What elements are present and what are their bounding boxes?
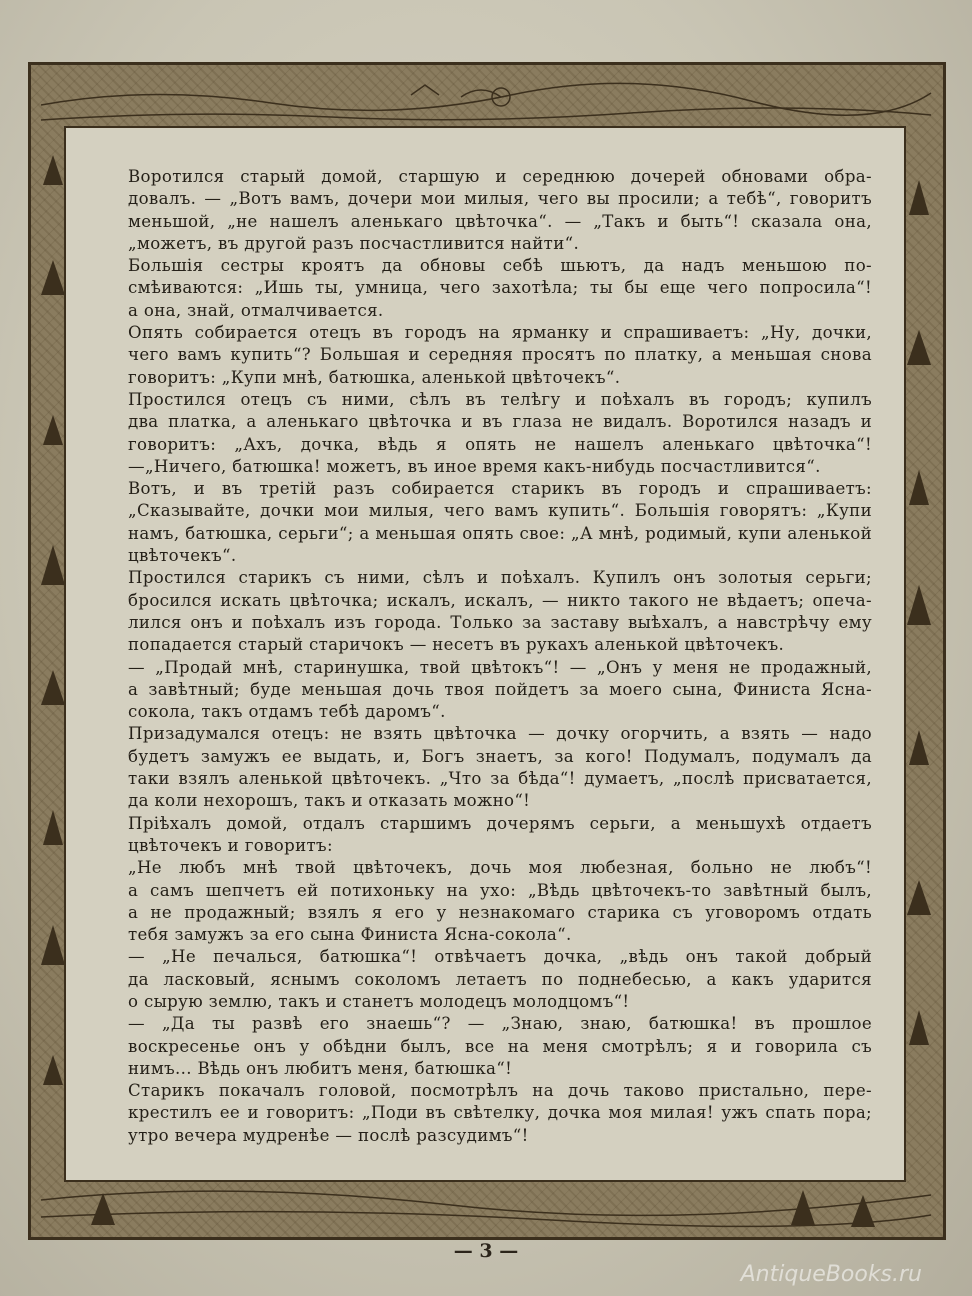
paragraph [128, 857, 872, 946]
text-line: Вотъ, и въ третій разъ собирается старикъ въ городъ и спрашиваетъ: [128, 479, 872, 499]
paragraph [128, 322, 872, 389]
text-line: „Не любъ мнѣ твой цвѣточекъ, дочь моя любезная, больно не любъ“! [128, 858, 872, 878]
text-line: — „Не печалься, батюшка“! отвѣчаетъ дочка, „вѣдь онъ такой добрый [128, 947, 872, 967]
text-line: цвѣточекъ“. [128, 546, 237, 566]
text-line: намъ, батюшка, серьги“; а меньшая опять свое: „А мнѣ, родимый, купи аленькой [128, 523, 872, 543]
text-line: а не продажный; взялъ я его у незнакомаго старика съ уговоромъ отдать [128, 902, 872, 922]
text-line: „можетъ, въ другой разъ посчастливится найти“. [128, 233, 580, 253]
text-line: да ласковый, яснымъ соколомъ летаетъ по поднебесью, а какъ ударится [128, 969, 872, 989]
text-line: попадается старый старичокъ — несетъ въ рукахъ аленькой цвѣточекъ. [128, 635, 785, 655]
text-line: а завѣтный; буде меньшая дочь твоя пойдетъ за моего сына, Финиста Ясна- [128, 679, 872, 699]
text-line: меньшой, „не нашелъ аленькаго цвѣточка“. — „Такъ и быть“! сказала она, [128, 211, 872, 231]
paragraph [128, 1080, 872, 1147]
text-line: сокола, такъ отдамъ тебѣ даромъ“. [128, 702, 446, 722]
text-line: а она, знай, отмалчивается. [128, 300, 384, 320]
text-line: бросился искать цвѣточка; искалъ, искалъ, — никто такого не вѣдаетъ; опеча- [128, 590, 872, 610]
text-line: утро вечера мудренѣе — послѣ разсудимъ“! [128, 1125, 529, 1145]
text-line: будетъ замужъ ее выдать, и, Богъ знаетъ, за кого! Подумалъ, подумалъ да [128, 746, 872, 766]
text-line: —„Ничего, батюшка! можетъ, въ иное время какъ-нибудь посчастливится“. [128, 456, 821, 476]
text-line: Призадумался отецъ: не взять цвѣточка — дочку огорчить, а взять — надо [128, 724, 872, 744]
text-line: довалъ. — „Вотъ вамъ, дочери мои милыя, чего вы просили; а тебѣ“, говоритъ [128, 189, 872, 209]
text-line: смѣиваются: „Ишь ты, умница, чего захотѣла; ты бы еще чего попросила“! [128, 278, 872, 298]
text-line: нимъ... Вѣдь онъ любитъ меня, батюшка“! [128, 1058, 513, 1078]
text-line: Простился старикъ съ ними, сѣлъ и поѣхалъ. Купилъ онъ золотыя серьги; [128, 568, 872, 588]
text-line: говоритъ: „Купи мнѣ, батюшка, аленькой цвѣточекъ“. [128, 367, 621, 387]
paragraph [128, 657, 872, 724]
watermark: AntiqueBooks.ru [740, 1262, 922, 1287]
text-line: крестилъ ее и говоритъ: „Поди въ свѣтелку, дочка моя милая! ужъ спать пора; [128, 1103, 872, 1123]
text-line: таки взялъ аленькой цвѣточекъ. „Что за бѣда“! думаетъ, „послѣ присватается, [128, 769, 872, 789]
text-line: лился онъ и поѣхалъ изъ города. Только за заставу выѣхалъ, а навстрѣчу ему [128, 612, 872, 632]
text-line: Воротился старый домой, старшую и середнюю дочерей обновами обра- [128, 167, 872, 186]
paragraph [128, 1013, 872, 1080]
text-line: чего вамъ купить“? Большая и середняя просятъ по платку, а меньшая снова [128, 345, 872, 365]
text-line: — „Продай мнѣ, старинушка, твой цвѣтокъ“! — „Онъ у меня не продажный, [128, 657, 872, 677]
paragraph [128, 389, 872, 478]
text-line: Опять собирается отецъ въ городъ на ярманку и спрашиваетъ: „Ну, дочки, [128, 323, 872, 343]
text-line: цвѣточекъ и говоритъ: [128, 835, 333, 855]
paragraph [128, 478, 872, 567]
text-line: о сырую землю, такъ и станетъ молодецъ молодцомъ“! [128, 991, 630, 1011]
paragraph [128, 723, 872, 812]
story-text [128, 166, 872, 1147]
text-line: Старикъ покачалъ головой, посмотрѣлъ на дочь таково пристально, пере- [128, 1081, 872, 1101]
paragraph [128, 946, 872, 1013]
text-line: Пріѣхалъ домой, отдалъ старшимъ дочерямъ серьги, а меньшухѣ отдаетъ [128, 813, 872, 833]
text-line: Простился отецъ съ ними, сѣлъ въ телѣгу и поѣхалъ въ городъ; купилъ [128, 389, 872, 409]
text-line: говоритъ: „Ахъ, дочка, вѣдь я опять не нашелъ аленькаго цвѣточка“! [128, 434, 872, 454]
paragraph [128, 567, 872, 656]
text-line: „Сказывайте, дочки мои милыя, чего вамъ купить“. Большія говорятъ: „Купи [128, 501, 872, 521]
paragraph [128, 166, 872, 255]
paragraph [128, 255, 872, 322]
text-line: — „Да ты развѣ его знаешь“? — „Знаю, знаю, батюшка! въ прошлое [128, 1014, 872, 1034]
text-line: воскресенье онъ у обѣдни былъ, все на меня смотрѣлъ; я и говорила съ [128, 1036, 872, 1056]
page-number: — 3 — [453, 1240, 519, 1262]
text-line: тебя замужъ за его сына Финиста Ясна-сокола“. [128, 925, 572, 945]
text-panel [66, 128, 904, 1180]
text-line: Большія сестры кроятъ да обновы себѣ шьютъ, да надъ меньшою по- [128, 256, 872, 276]
paragraph [128, 813, 872, 858]
text-line: два платка, а аленькаго цвѣточка и въ глаза не видалъ. Воротился назадъ и [128, 412, 872, 432]
text-line: а самъ шепчетъ ей потихоньку на ухо: „Вѣдь цвѣточекъ-то завѣтный былъ, [128, 880, 872, 900]
text-line: да коли нехорошъ, такъ и отказать можно“! [128, 791, 531, 811]
